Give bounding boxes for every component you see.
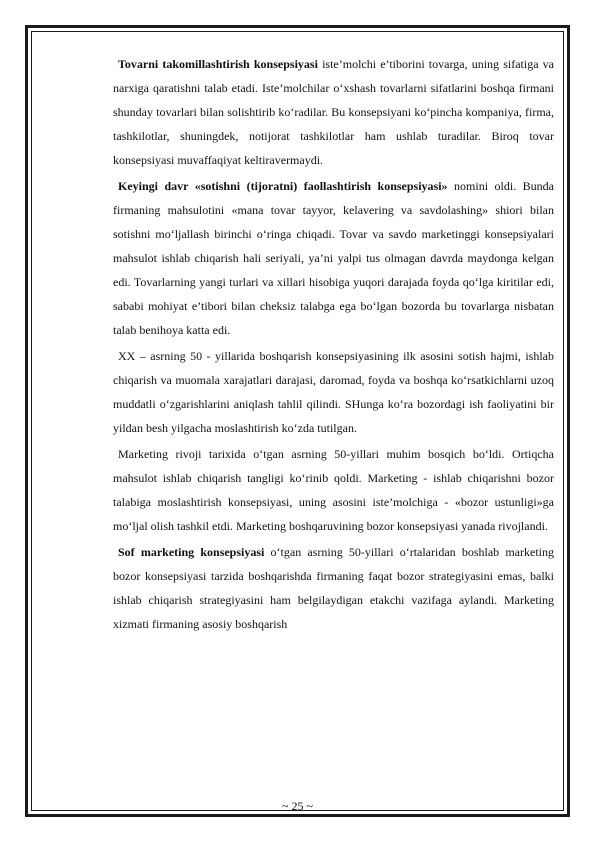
paragraph-heading: Sof marketing konsepsiyasi bbox=[118, 545, 265, 559]
document-body bbox=[113, 52, 554, 638]
paragraph-marketing-rivoji bbox=[113, 442, 554, 538]
page-number: ~ 25 ~ bbox=[282, 799, 313, 813]
paragraph-tovar-konsepsiyasi bbox=[113, 52, 554, 172]
paragraph-text: o‘tgan asrning 50-yillari o‘rtalaridan boshlab marketing bozor konsepsiyasi tarzida boshqarishda firmaning faqat bozor strategiyasini emas, balki ishlab chiqarish strategiyasini ham belgilaydigan etakchi vazifaga aylandi. Marketing xizmati firmaning asosiy boshqarish bbox=[113, 545, 554, 631]
paragraph-sotish-konsepsiyasi bbox=[113, 174, 554, 342]
paragraph-text: nomini oldi. Bunda firmaning mahsulotini «mana tovar tayyor, kelavering va savdolashing» shiori bilan sotishni mo‘ljallash birinchi o‘ringa chiqadi. Tovar va savdo marketinggi konsepsiyalari mahsulot ishlab chiqarish hali seriyali, ya’ni yalpi tus olmagan davrda maydonga kelgan edi. Tovarlarning yangi turlari va xillari hisobiga yuqori darajada foyda qo‘lga kiritilar edi, sababi mohiyat e’tibori bilan cheksiz talabga ega bo‘lgan bozorda bu tovarlarga nisbatan talab benihoya katta edi. bbox=[113, 179, 555, 337]
paragraph-heading: Keyingi davr «sotishni (tijoratni) faollashtirish konsepsiyasi» bbox=[118, 179, 448, 193]
paragraph-text: iste’molchi e’tiborini tovarga, uning sifatiga va narxiga qaratishni talab etadi. Iste’molchilar o‘xshash tovarlarni sifatlarini boshqa firmani shunday tovarlari bilan solishtirib ko‘radilar. Bu konsepsiyani ko‘pincha kompaniya, firma, tashkilotlar, shuningdek, notijorat tashkilotlar ham ushlab turadilar. Biroq tovar konsepsiyasi muvaffaqiyat keltiravermaydi. bbox=[113, 57, 555, 167]
paragraph-sof-marketing bbox=[113, 540, 554, 636]
paragraph-text: XX – asrning 50 - yillarida boshqarish konsepsiyasining ilk asosini sotish hajmi, ishlab chiqarish va muomala xarajatlari darajasi, daromad, foyda va boshqa ko‘rsatkichlarni uzoq muddatli o‘zgarishlarini aniqlash tahlil qilindi. SHunga ko‘ra bozordagi ish faoliyatini bir yildan besh yilgacha moslashtirish ko‘zda tutilgan. bbox=[113, 349, 554, 435]
paragraph-heading: Tovarni takomillashtirish konsepsiyasi bbox=[118, 57, 318, 71]
paragraph-xx-asr bbox=[113, 344, 554, 440]
paragraph-text: Marketing rivoji tarixida o‘tgan asrning 50-yillari muhim bosqich bo‘ldi. Ortiqcha mahsulot ishlab chiqarish tangligi ko‘rinib qoldi. Marketing - ishlab chiqarishni bozor talabiga moslashtirish konsepsiyasi, uning asosini iste’molchiga - «bozor ustunligi»ga mo‘ljal olish tashkil etdi. Marketing boshqaruvining bozor konsepsiyasi yanada rivojlandi. bbox=[113, 447, 554, 533]
